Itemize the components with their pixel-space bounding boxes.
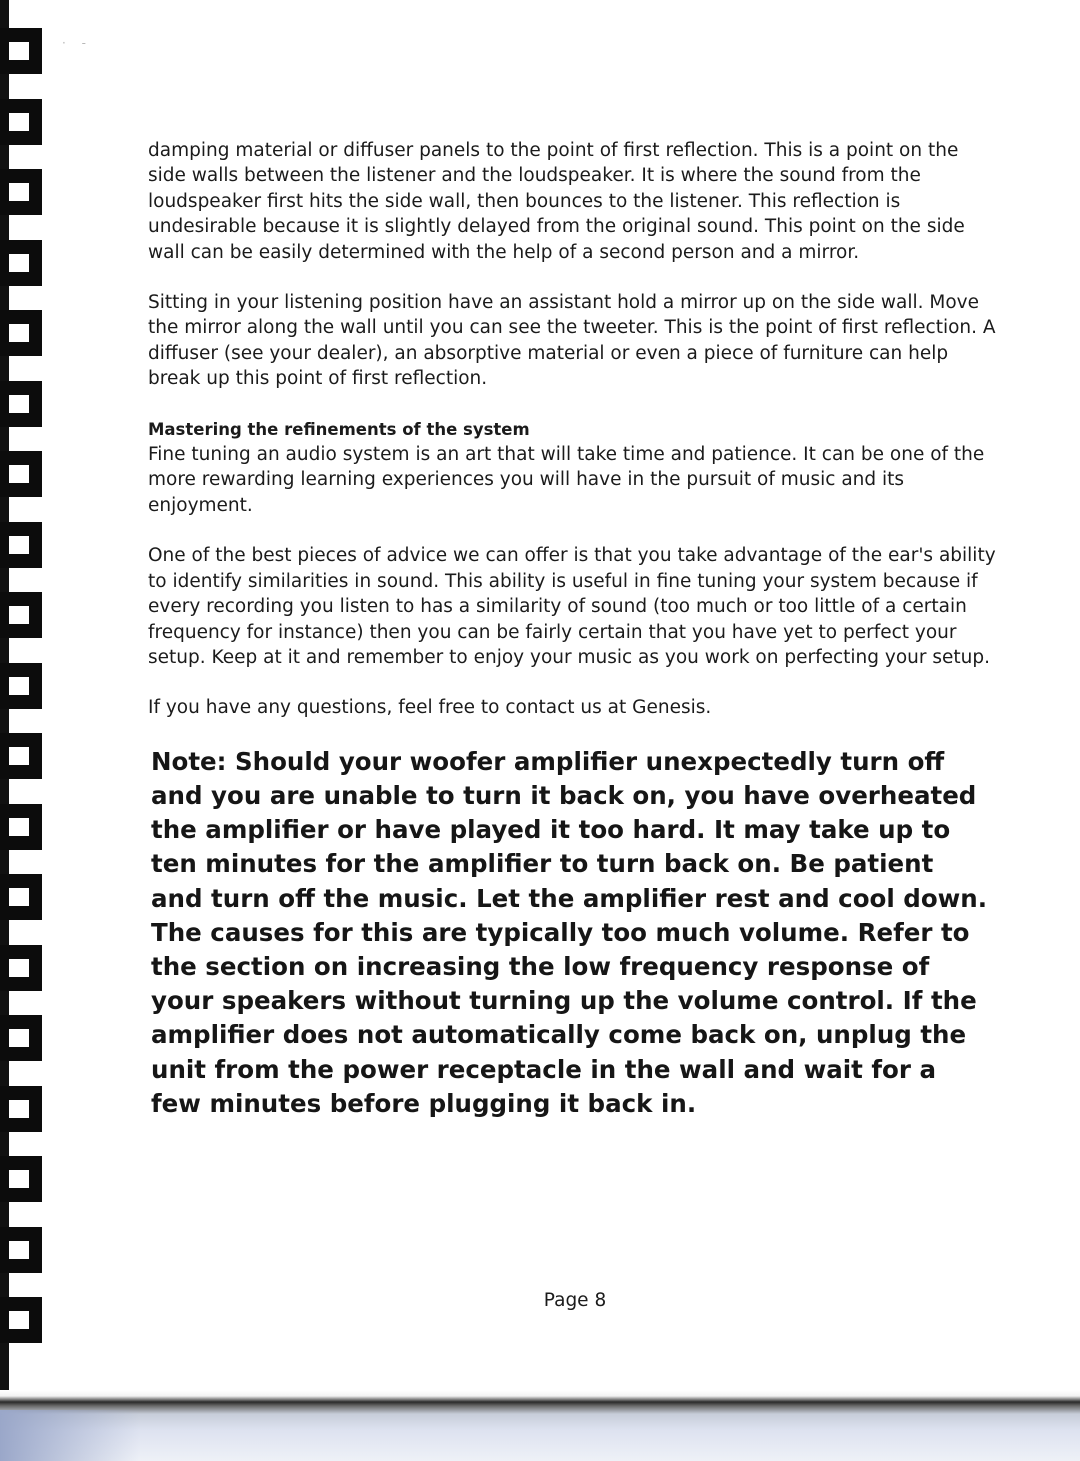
page-content (148, 138, 998, 1121)
binding-tooth (0, 1227, 42, 1273)
binding-tooth (0, 522, 42, 568)
paragraph-first-reflection: damping material or diffuser panels to the point of first reflection. This is a point on the side walls between the listener and the loudspeaker. It is where the sound from the loudspeaker first hits the side wall, then bounces to the listener. This reflection is undesirable because it is slightly delayed from the original sound. This point on the side wall can be easily determined with the help of a second person and a mirror. (148, 140, 965, 263)
binding-tooth (0, 592, 42, 638)
amplifier-note: Note: Should your woofer amplifier unexpectedly turn off and you are unable to turn it back on, you have overheated the amplifier or have played it too hard. It may take up to ten minutes for the amplifier to turn back on. Be patient and turn off the music. Let the amplifier rest and cool down. The causes for this are typically too much volume. Refer to the section on increasing the low frequency response of your speakers without turning up the volume control. If the amplifier does not automatically come back on, unplug the unit from the power receptacle in the wall and wait for a few minutes before plugging it back in. (151, 746, 988, 1118)
binding-tooth (0, 240, 42, 286)
scan-bottom-edge (0, 1390, 1080, 1461)
page-number: Page 8 (543, 1290, 607, 1311)
paragraph-advice: One of the best pieces of advice we can offer is that you take advantage of the ear's ability to identify similarities in sound. This ability is useful in fine tuning your system because if every recording you listen to has a similarity of sound (too much or too little of a certain frequency for instance) then you can be fairly certain that you have yet to perfect your setup. Keep at it and remember to enjoy your music as you work on perfecting your setup. (148, 545, 996, 668)
binding-tooth (0, 169, 42, 215)
binding-tooth (0, 874, 42, 920)
paragraph-mirror-method: Sitting in your listening position have an assistant hold a mirror up on the side wall. Move the mirror along the wall until you can see the tweeter. This is the point of first reflection. A diffuser (see your dealer), an absorptive material or even a piece of furniture can help break up this point of first reflection. (148, 292, 996, 390)
paragraph-contact: If you have any questions, feel free to contact us at Genesis. (148, 697, 712, 719)
binding-tooth (0, 451, 42, 497)
binding-tooth (0, 310, 42, 356)
spiral-binding (0, 0, 46, 1461)
binding-tooth (0, 1015, 42, 1061)
binding-tooth (0, 733, 42, 779)
section-heading: Mastering the refinements of the system (148, 419, 530, 439)
binding-tooth (0, 945, 42, 991)
binding-tooth (0, 99, 42, 145)
binding-tooth (0, 1086, 42, 1132)
binding-tooth (0, 381, 42, 427)
binding-tooth (0, 663, 42, 709)
binding-tooth (0, 804, 42, 850)
paragraph-fine-tuning: Fine tuning an audio system is an art that will take time and patience. It can be one of the more rewarding learning experiences you will have in the pursuit of music and its enjoyment. (148, 444, 985, 516)
scan-specks: · - (62, 36, 92, 50)
binding-tooth (0, 28, 42, 74)
binding-tooth (0, 1156, 42, 1202)
